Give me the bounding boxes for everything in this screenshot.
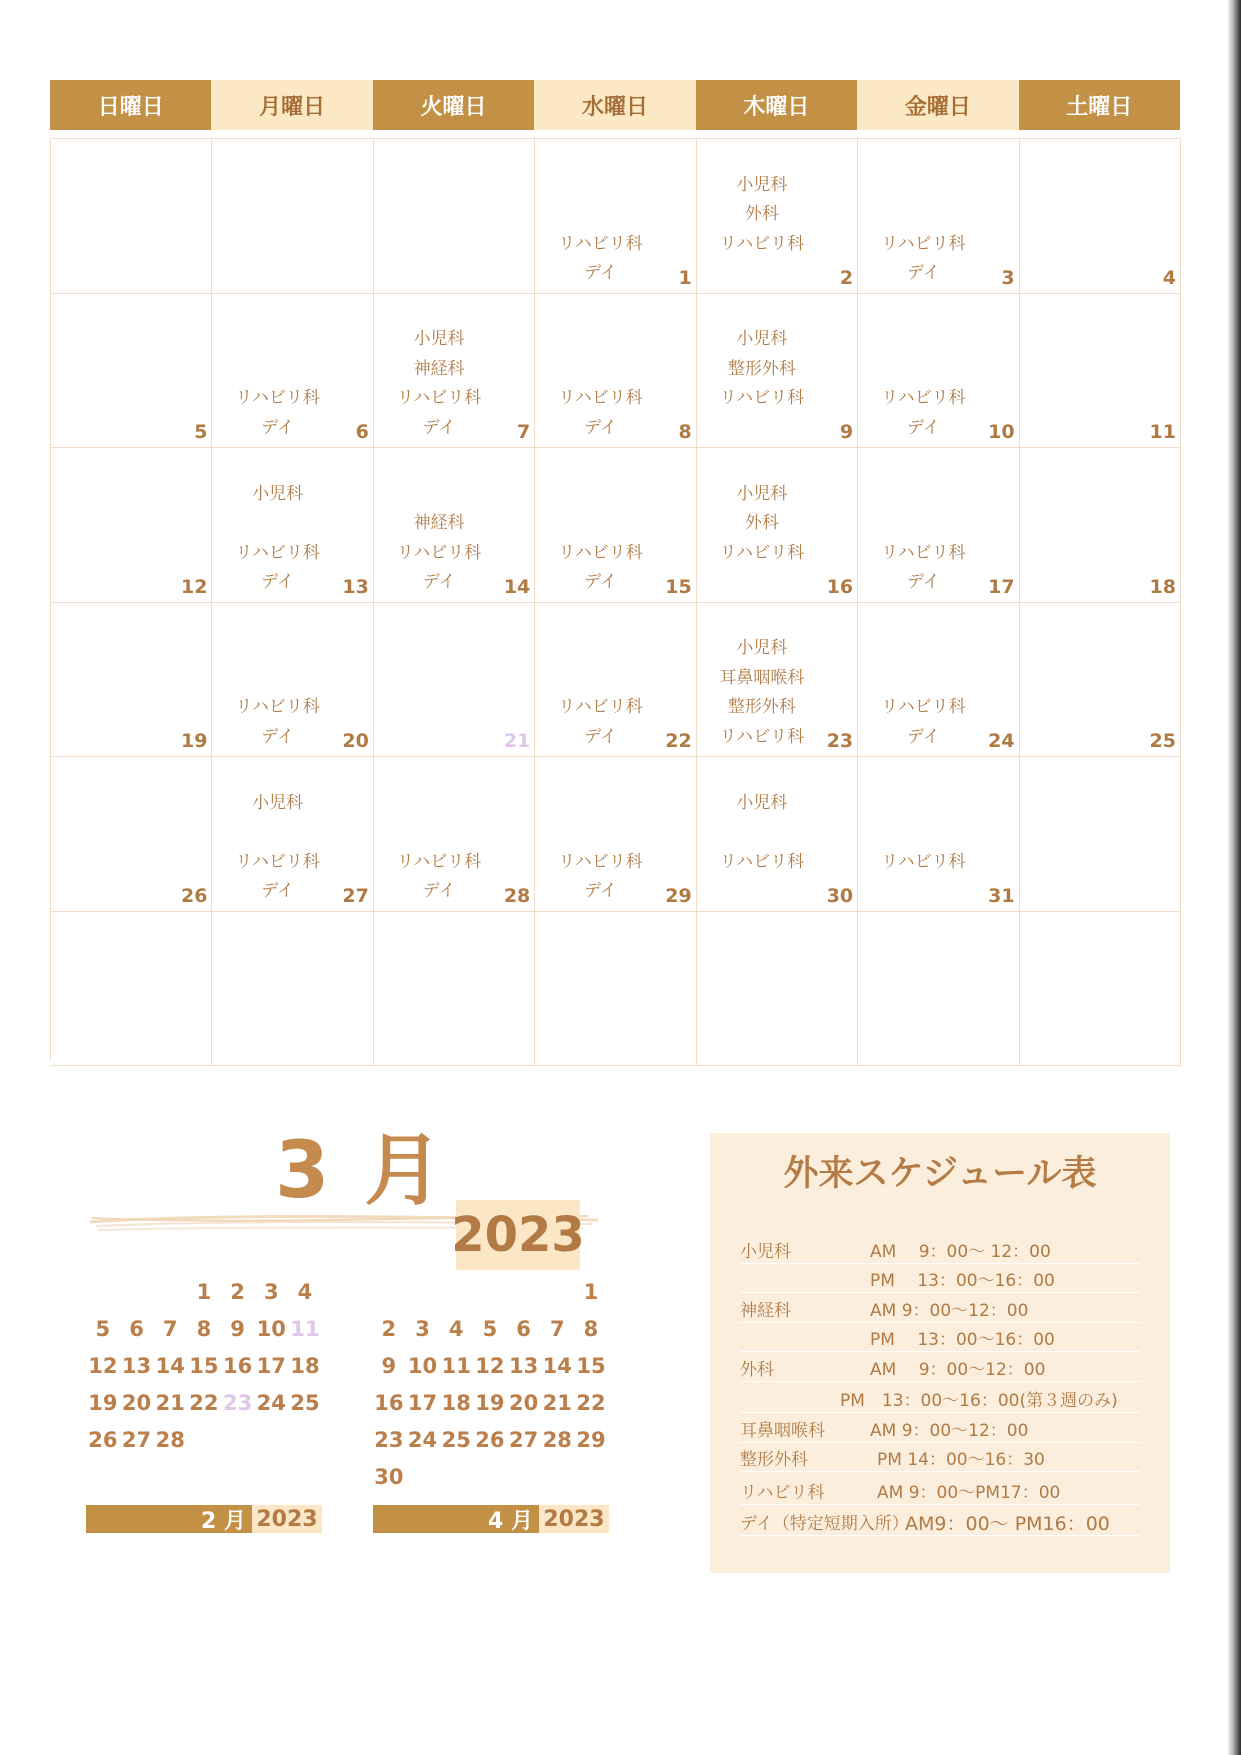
schedule-hours: AM 9：00～12：00 (870, 1301, 1029, 1321)
schedule-hours: PM 13：00～16：00(第３週のみ) (840, 1391, 1118, 1411)
day-number: 21 (503, 730, 531, 752)
mini-calendar-day: 23 (222, 1391, 253, 1415)
clinic-entries (697, 634, 827, 752)
calendar-day-cell (858, 757, 1019, 912)
clinic-entries (535, 384, 665, 443)
day-number: 30 (826, 884, 854, 907)
clinic-entries (858, 693, 988, 752)
day-number: 27 (342, 884, 369, 907)
clinic-entry: デイ (261, 881, 295, 901)
mini-calendar-day: 12 (475, 1354, 505, 1378)
mini-calendar-day: 3 (415, 1317, 430, 1341)
calendar-day-cell (374, 757, 535, 912)
calendar-day-cell (51, 294, 212, 449)
clinic-entry: リハビリ科 (235, 851, 320, 872)
clinic-entry: リハビリ科 (396, 388, 482, 408)
calendar-day-cell (697, 912, 858, 1067)
calendar-day-cell (212, 912, 373, 1067)
day-number: 3 (1001, 266, 1015, 289)
clinic-entry: リハビリ科 (235, 388, 320, 408)
schedule-row (740, 1476, 1140, 1505)
clinic-entries (212, 480, 342, 598)
weekday-header (50, 80, 1180, 130)
mini-calendar-day: 21 (542, 1391, 572, 1415)
calendar-day-cell (858, 139, 1019, 294)
calendar-day-cell (212, 294, 373, 449)
mini-calendar-day: 6 (129, 1317, 144, 1341)
calendar-day-cell (1020, 603, 1181, 758)
mini-calendar-day: 15 (189, 1354, 219, 1378)
clinic-entry: 神経科 (413, 358, 465, 379)
day-number: 14 (503, 575, 531, 598)
clinic-entry: デイ (261, 572, 295, 592)
mini-calendar-day: 1 (583, 1280, 599, 1304)
schedule-department: 耳鼻咽喉科 (740, 1421, 825, 1441)
calendar-day-cell (1020, 448, 1181, 603)
mini-calendar-day: 25 (290, 1391, 320, 1415)
clinic-entry: デイ (906, 726, 940, 747)
weekday-header-cell: 火曜日 (373, 80, 534, 130)
day-number: 24 (988, 730, 1015, 752)
clinic-entry: リハビリ科 (558, 388, 643, 408)
clinic-entry: リハビリ科 (558, 233, 643, 254)
mini-calendar-day: 4 (297, 1280, 313, 1304)
day-number: 17 (988, 575, 1015, 598)
mini-calendar-day: 24 (256, 1391, 286, 1415)
clinic-entry: 神経科 (413, 513, 465, 533)
clinic-entry: 小児科 (736, 329, 788, 349)
day-number: 15 (665, 575, 692, 598)
calendar-day-cell (697, 603, 858, 758)
day-number: 6 (355, 421, 369, 443)
schedule-hours: AM 9：00～12：00 (870, 1360, 1046, 1380)
calendar-day-cell (212, 603, 373, 758)
clinic-entry: リハビリ科 (881, 388, 966, 408)
day-number: 25 (1149, 730, 1176, 752)
schedule-department: デイ（特定短期入所） (740, 1514, 909, 1534)
mini-calendar-apr (372, 1274, 608, 1496)
calendar-day-cell (374, 912, 535, 1067)
mini-calendar-day: 23 (374, 1428, 404, 1452)
mini-calendar-day: 10 (407, 1354, 438, 1378)
calendar-day-cell (697, 294, 858, 449)
schedule-row (740, 1235, 1140, 1264)
weekday-header-cell: 木曜日 (696, 80, 857, 130)
mini-calendar-day: 19 (475, 1391, 505, 1415)
clinic-entries (858, 848, 988, 907)
mini-calendar-day: 18 (441, 1391, 471, 1415)
mini-calendar-day: 9 (230, 1317, 245, 1341)
schedule-hours: AM 9：00～PM17：00 (877, 1483, 1061, 1503)
calendar-day-cell (374, 603, 535, 758)
clinic-entries (535, 230, 665, 289)
calendar-day-cell (212, 139, 373, 294)
schedule-hours: PM 13：00～16：00 (870, 1330, 1055, 1350)
clinic-entries (858, 230, 988, 289)
calendar-day-cell (858, 912, 1019, 1067)
mini-calendar-day: 17 (256, 1354, 286, 1378)
mini-month-label: 2 月 (86, 1505, 252, 1533)
mini-calendar-day: 12 (88, 1354, 118, 1378)
weekday-header-cell: 水曜日 (534, 80, 695, 130)
mini-calendar-day: 22 (576, 1391, 606, 1415)
mini-calendar-day: 30 (374, 1465, 404, 1489)
mini-calendar-day: 15 (576, 1354, 606, 1378)
mini-calendar-day: 16 (374, 1391, 404, 1415)
clinic-entry: デイ (261, 726, 295, 747)
calendar-day-cell (1020, 294, 1181, 449)
calendar-day-cell (374, 139, 535, 294)
schedule-row (740, 1323, 1140, 1352)
mini-calendar-day: 20 (121, 1391, 152, 1415)
clinic-entry: デイ (422, 881, 456, 901)
clinic-entry: リハビリ科 (719, 726, 805, 747)
clinic-entry: デイ (261, 417, 295, 438)
clinic-entry: デイ (584, 417, 617, 438)
calendar-day-cell (1020, 757, 1181, 912)
clinic-entries (374, 848, 504, 907)
mini-calendar-day: 7 (549, 1317, 565, 1341)
clinic-entry: リハビリ科 (881, 851, 966, 872)
clinic-entry: リハビリ科 (881, 542, 966, 563)
clinic-entry: リハビリ科 (719, 233, 805, 254)
mini-calendar-day (406, 1274, 440, 1311)
clinic-entry: 外科 (744, 204, 779, 224)
mini-calendar-day: 18 (290, 1354, 320, 1378)
schedule-row (740, 1384, 1140, 1413)
mini-calendar-day: 13 (121, 1354, 152, 1378)
mini-calendar-day: 5 (95, 1317, 111, 1341)
mini-calendar-day (120, 1274, 154, 1311)
clinic-entry: 小児科 (252, 792, 304, 813)
day-number: 7 (517, 421, 531, 443)
clinic-entries (212, 693, 342, 752)
clinic-entries (374, 509, 504, 598)
mini-calendar-day: 2 (230, 1280, 245, 1304)
year-title: 2023 (456, 1200, 580, 1270)
mini-calendar-day: 11 (441, 1354, 471, 1378)
calendar-day-cell (51, 603, 212, 758)
calendar-day-cell (1020, 912, 1181, 1067)
mini-calendar-day: 27 (121, 1428, 152, 1452)
day-number: 9 (839, 421, 854, 443)
mini-calendar-day: 10 (256, 1317, 286, 1341)
mini-calendar-day: 11 (290, 1317, 320, 1341)
clinic-entry: リハビリ科 (396, 851, 482, 872)
schedule-row (740, 1353, 1140, 1382)
calendar-day-cell (51, 139, 212, 294)
day-number: 10 (988, 421, 1015, 443)
mini-calendar-day: 2 (381, 1317, 397, 1341)
mini-calendar-day: 16 (222, 1354, 253, 1378)
clinic-entry: 小児科 (736, 638, 788, 658)
clinic-entry: デイ (906, 263, 940, 283)
clinic-entry: リハビリ科 (235, 542, 320, 563)
day-number: 11 (1149, 421, 1176, 443)
calendar-day-cell (858, 448, 1019, 603)
weekday-header-cell: 月曜日 (211, 80, 372, 130)
mini-calendar-day (473, 1274, 507, 1311)
mini-calendar-day: 7 (162, 1317, 178, 1341)
calendar-day-cell (535, 294, 696, 449)
schedule-department: 整形外科 (740, 1450, 808, 1470)
mini-calendar-day: 29 (576, 1428, 606, 1452)
day-number: 31 (988, 884, 1015, 907)
calendar-day-cell (535, 139, 696, 294)
clinic-entry: デイ (584, 881, 617, 901)
schedule-row (740, 1294, 1140, 1323)
mini-calendar-day (507, 1274, 541, 1311)
clinic-entry: 小児科 (252, 483, 304, 504)
calendar-day-cell (374, 448, 535, 603)
clinic-entries (535, 848, 665, 907)
clinic-entries (697, 480, 827, 598)
clinic-entries (374, 325, 504, 443)
day-number: 29 (665, 884, 692, 907)
clinic-entry: リハビリ科 (881, 233, 966, 254)
day-number: 26 (180, 884, 208, 907)
calendar-day-cell (535, 603, 696, 758)
mini-calendar-day: 14 (542, 1354, 572, 1378)
day-number: 23 (826, 730, 854, 752)
schedule-hours: AM9：00～ PM16：00 (905, 1513, 1110, 1535)
day-number: 2 (839, 266, 854, 289)
clinic-entry: デイ (906, 572, 940, 592)
clinic-entry: デイ (584, 263, 617, 283)
mini-calendar-day: 14 (155, 1354, 185, 1378)
schedule-title: 外来スケジュール表 (783, 1154, 1097, 1194)
schedule-hours: PM 13：00～16：00 (870, 1271, 1055, 1291)
calendar-day-cell (697, 139, 858, 294)
mini-month-label: 4 月 (373, 1505, 539, 1533)
mini-calendar-day (372, 1274, 406, 1311)
clinic-entries (858, 539, 988, 598)
mini-calendar-day (86, 1274, 120, 1311)
day-number: 13 (342, 575, 369, 598)
mini-calendar-feb (86, 1274, 322, 1459)
schedule-row (740, 1414, 1140, 1443)
mini-calendar-day: 27 (508, 1428, 539, 1452)
mini-calendar-day: 21 (155, 1391, 185, 1415)
clinic-entry: 整形外科 (727, 358, 796, 379)
calendar-day-cell (51, 757, 212, 912)
clinic-entries (535, 693, 665, 752)
day-number: 22 (665, 730, 692, 752)
mini-calendar-day (439, 1274, 473, 1311)
clinic-entry: リハビリ科 (235, 697, 320, 717)
mini-calendar-day: 5 (482, 1317, 498, 1341)
mini-year-label: 2023 (252, 1505, 322, 1533)
schedule-department: 神経科 (740, 1301, 791, 1321)
month-calendar (50, 80, 1180, 1060)
calendar-day-cell (51, 912, 212, 1067)
calendar-day-cell (51, 448, 212, 603)
mini-calendar-day: 26 (88, 1428, 118, 1452)
clinic-entry: リハビリ科 (719, 851, 805, 872)
calendar-day-cell (697, 448, 858, 603)
mini-calendar-day: 4 (448, 1317, 464, 1341)
mini-calendar-day: 28 (155, 1428, 185, 1452)
clinic-entry: リハビリ科 (558, 851, 643, 872)
clinic-entry: デイ (906, 417, 940, 438)
outpatient-schedule-panel (710, 1133, 1170, 1573)
clinic-entries (535, 539, 665, 598)
calendar-day-cell (858, 603, 1019, 758)
weekday-header-cell: 日曜日 (50, 80, 211, 130)
mini-calendar-day: 13 (508, 1354, 539, 1378)
mini-calendar-day: 17 (407, 1391, 438, 1415)
day-number: 19 (180, 730, 208, 752)
mini-calendar-day: 20 (508, 1391, 539, 1415)
clinic-entries (858, 384, 988, 443)
mini-calendar-day: 9 (381, 1354, 397, 1378)
weekday-header-cell: 金曜日 (857, 80, 1018, 130)
day-number: 8 (678, 421, 692, 443)
calendar-day-cell (535, 912, 696, 1067)
schedule-department: 小児科 (740, 1242, 791, 1262)
clinic-entries (212, 789, 342, 907)
clinic-entry: リハビリ科 (719, 542, 805, 563)
schedule-department: 外科 (740, 1360, 774, 1380)
clinic-entries (697, 325, 827, 443)
clinic-entry: リハビリ科 (881, 697, 966, 717)
day-number: 16 (826, 575, 854, 598)
scan-edge (1227, 0, 1241, 1755)
clinic-entry: リハビリ科 (558, 542, 643, 563)
schedule-department: リハビリ科 (740, 1483, 825, 1503)
clinic-entry: 小児科 (736, 174, 788, 195)
clinic-entry: リハビリ科 (558, 697, 643, 717)
mini-calendar-day: 1 (196, 1280, 212, 1304)
schedule-row (740, 1443, 1140, 1472)
clinic-entries (697, 171, 827, 289)
schedule-hours: PM 14：00～16：30 (877, 1450, 1045, 1470)
calendar-day-cell (535, 448, 696, 603)
clinic-entry: デイ (422, 572, 456, 592)
mini-calendar-day: 8 (583, 1317, 599, 1341)
mini-calendar-day: 3 (263, 1280, 279, 1304)
clinic-entry: リハビリ科 (719, 388, 805, 408)
day-number: 28 (503, 884, 531, 907)
calendar-day-cell (374, 294, 535, 449)
day-number: 18 (1149, 575, 1176, 598)
calendar-day-cell (535, 757, 696, 912)
mini-calendar-apr-label (373, 1505, 609, 1533)
weekday-header-cell: 土曜日 (1019, 80, 1180, 130)
month-title: 3 月 (275, 1126, 447, 1216)
mini-calendar-day (540, 1274, 574, 1311)
schedule-row (740, 1264, 1140, 1293)
mini-calendar-day (153, 1274, 187, 1311)
schedule-hours: AM 9：00～ 12：00 (870, 1242, 1051, 1262)
calendar-grid (50, 138, 1181, 1061)
clinic-entry: 整形外科 (727, 697, 796, 717)
mini-calendar-day: 24 (407, 1428, 438, 1452)
clinic-entry: デイ (584, 726, 617, 747)
mini-calendar-day: 6 (516, 1317, 531, 1341)
mini-calendar-day: 28 (542, 1428, 572, 1452)
mini-calendar-day: 22 (189, 1391, 219, 1415)
day-number: 12 (180, 575, 208, 598)
mini-calendar-feb-label (86, 1505, 322, 1533)
clinic-entry: リハビリ科 (396, 542, 482, 563)
mini-calendar-day: 26 (475, 1428, 505, 1452)
day-number: 4 (1162, 266, 1176, 289)
clinic-entry: 小児科 (413, 329, 465, 349)
clinic-entry: 外科 (744, 513, 779, 533)
clinic-entry: デイ (584, 572, 617, 592)
calendar-day-cell (697, 757, 858, 912)
schedule-hours: AM 9：00～12：00 (870, 1421, 1029, 1441)
day-number: 5 (194, 421, 208, 443)
day-number: 20 (342, 730, 369, 752)
mini-calendar-day: 25 (441, 1428, 471, 1452)
clinic-entries (697, 789, 827, 907)
mini-calendar-day: 19 (88, 1391, 118, 1415)
calendar-day-cell (212, 448, 373, 603)
calendar-day-cell (212, 757, 373, 912)
day-number: 1 (678, 266, 692, 289)
clinic-entry: 耳鼻咽喉科 (719, 667, 805, 688)
mini-calendar-day: 8 (196, 1317, 212, 1341)
clinic-entry: 小児科 (736, 483, 788, 504)
clinic-entry: デイ (422, 417, 456, 438)
calendar-day-cell (858, 294, 1019, 449)
clinic-entry: 小児科 (736, 792, 788, 813)
clinic-entries (212, 384, 342, 443)
calendar-day-cell (1020, 139, 1181, 294)
mini-year-label: 2023 (539, 1505, 609, 1533)
schedule-row (740, 1507, 1140, 1536)
